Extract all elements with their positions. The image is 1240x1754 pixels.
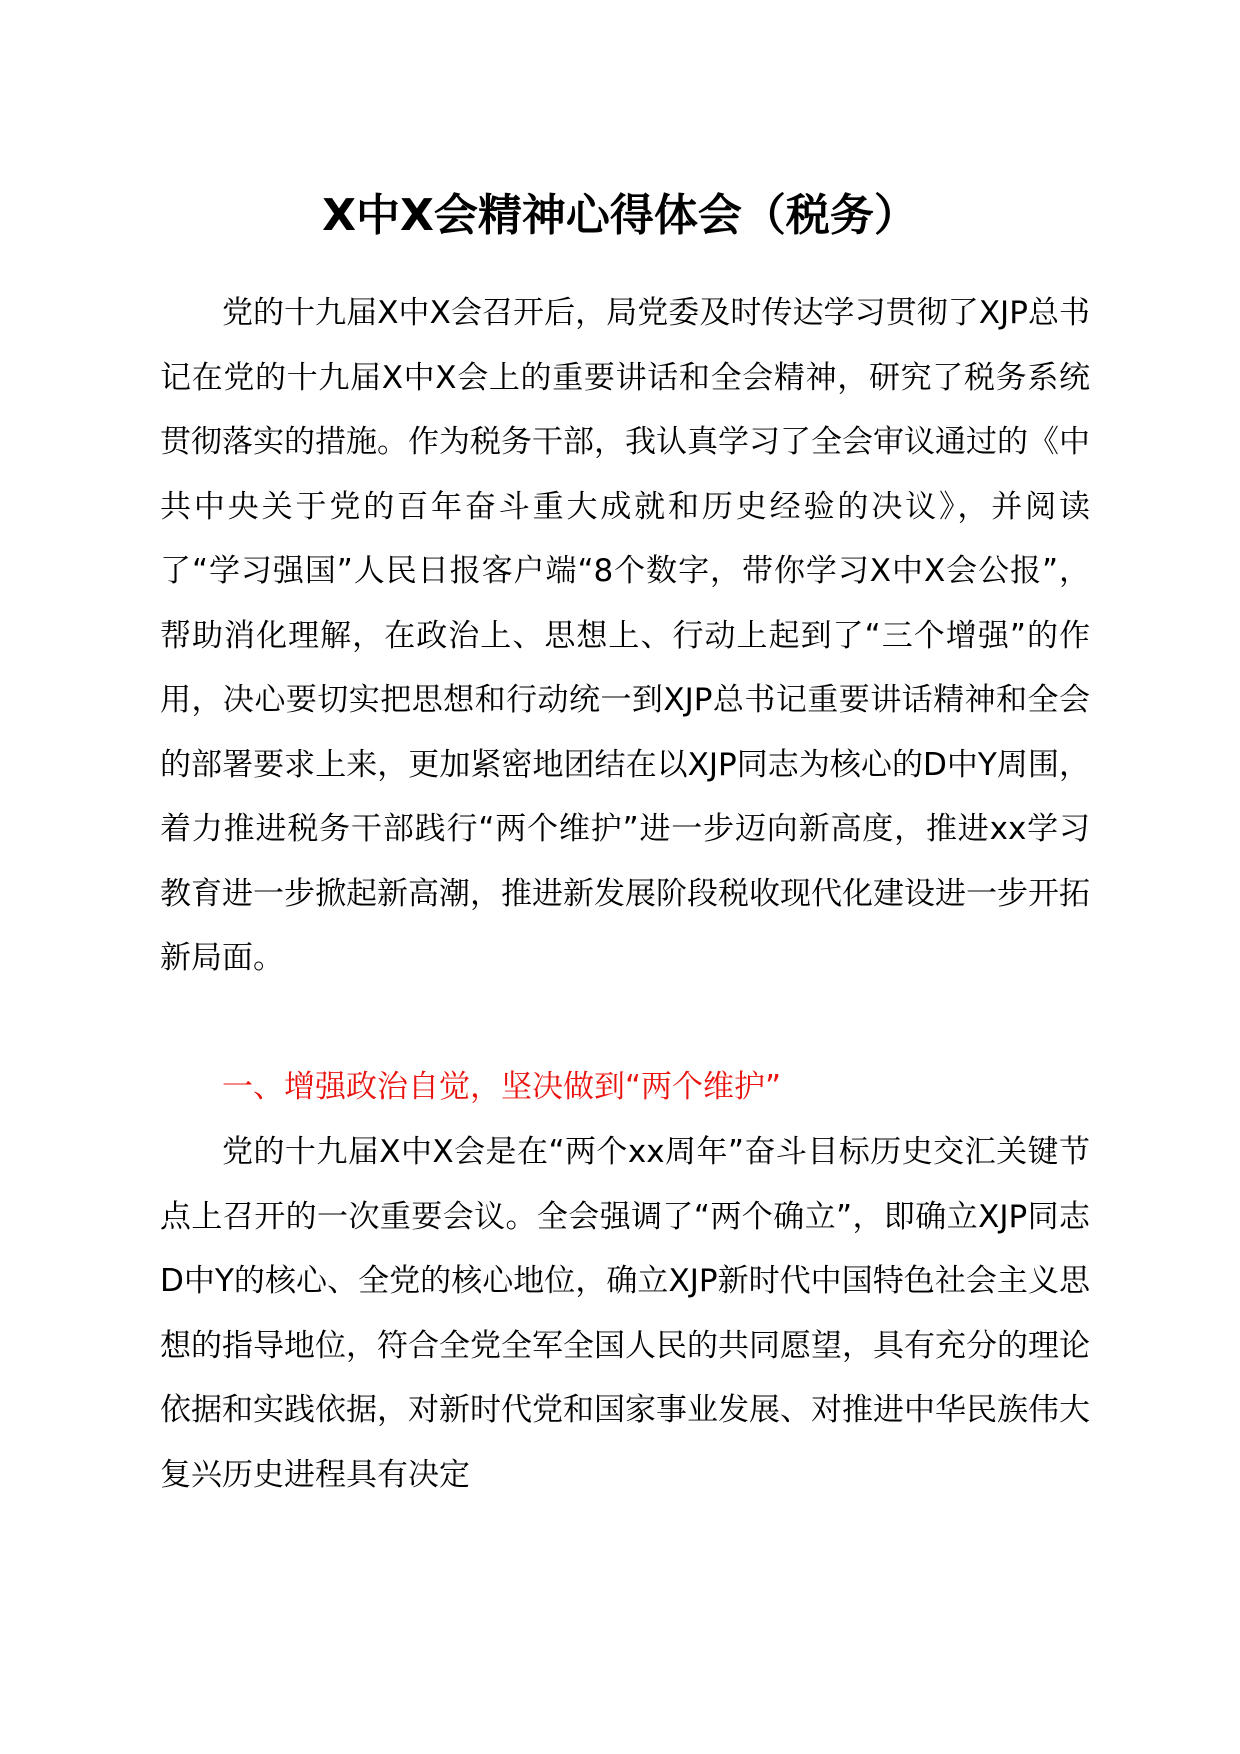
document-title: X中X会精神心得体会（税务） xyxy=(322,190,918,241)
body-paragraph-section-1: 党的十九届X中X会是在“两个xx周年”奋斗目标历史交汇关键节点上召开的一次重要会议。全会强调了“两个确立”，即确立XJP同志D中Y的核心、全党的核心地位，确立XJP新时代中国特色社会主义思想的指导地位，符合全党全军全国人民的共同愿望，具有充分的理论依据和实践依据，对新时代党和国家事业发展、对推进中华民族伟大复兴历史进程具有决定 xyxy=(160,1134,1090,1493)
section-heading-1: 一、增强政治自觉，坚决做到“两个维护” xyxy=(222,1069,782,1105)
body-paragraph-intro: 党的十九届X中X会召开后，局党委及时传达学习贯彻了XJP总书记在党的十九届X中X会上的重要讲话和全会精神，研究了税务系统贯彻落实的措施。作为税务干部，我认真学习了全会审议通过的《中共中央关于党的百年奋斗重大成就和历史经验的决议》，并阅读了“学习强国”人民日报客户端“8个数字，带你学习X中X会公报”，帮助消化理解，在政治上、思想上、行动上起到了“三个增强”的作用，决心要切实把思想和行动统一到XJP总书记重要讲话精神和全会的部署要求上来，更加紧密地团结在以XJP同志为核心的D中Y周围，着力推进税务干部践行“两个维护”进一步迈向新高度，推进xx学习教育进一步掀起新高潮，推进新发展阶段税收现代化建设进一步开拓新局面。 xyxy=(160,295,1090,976)
